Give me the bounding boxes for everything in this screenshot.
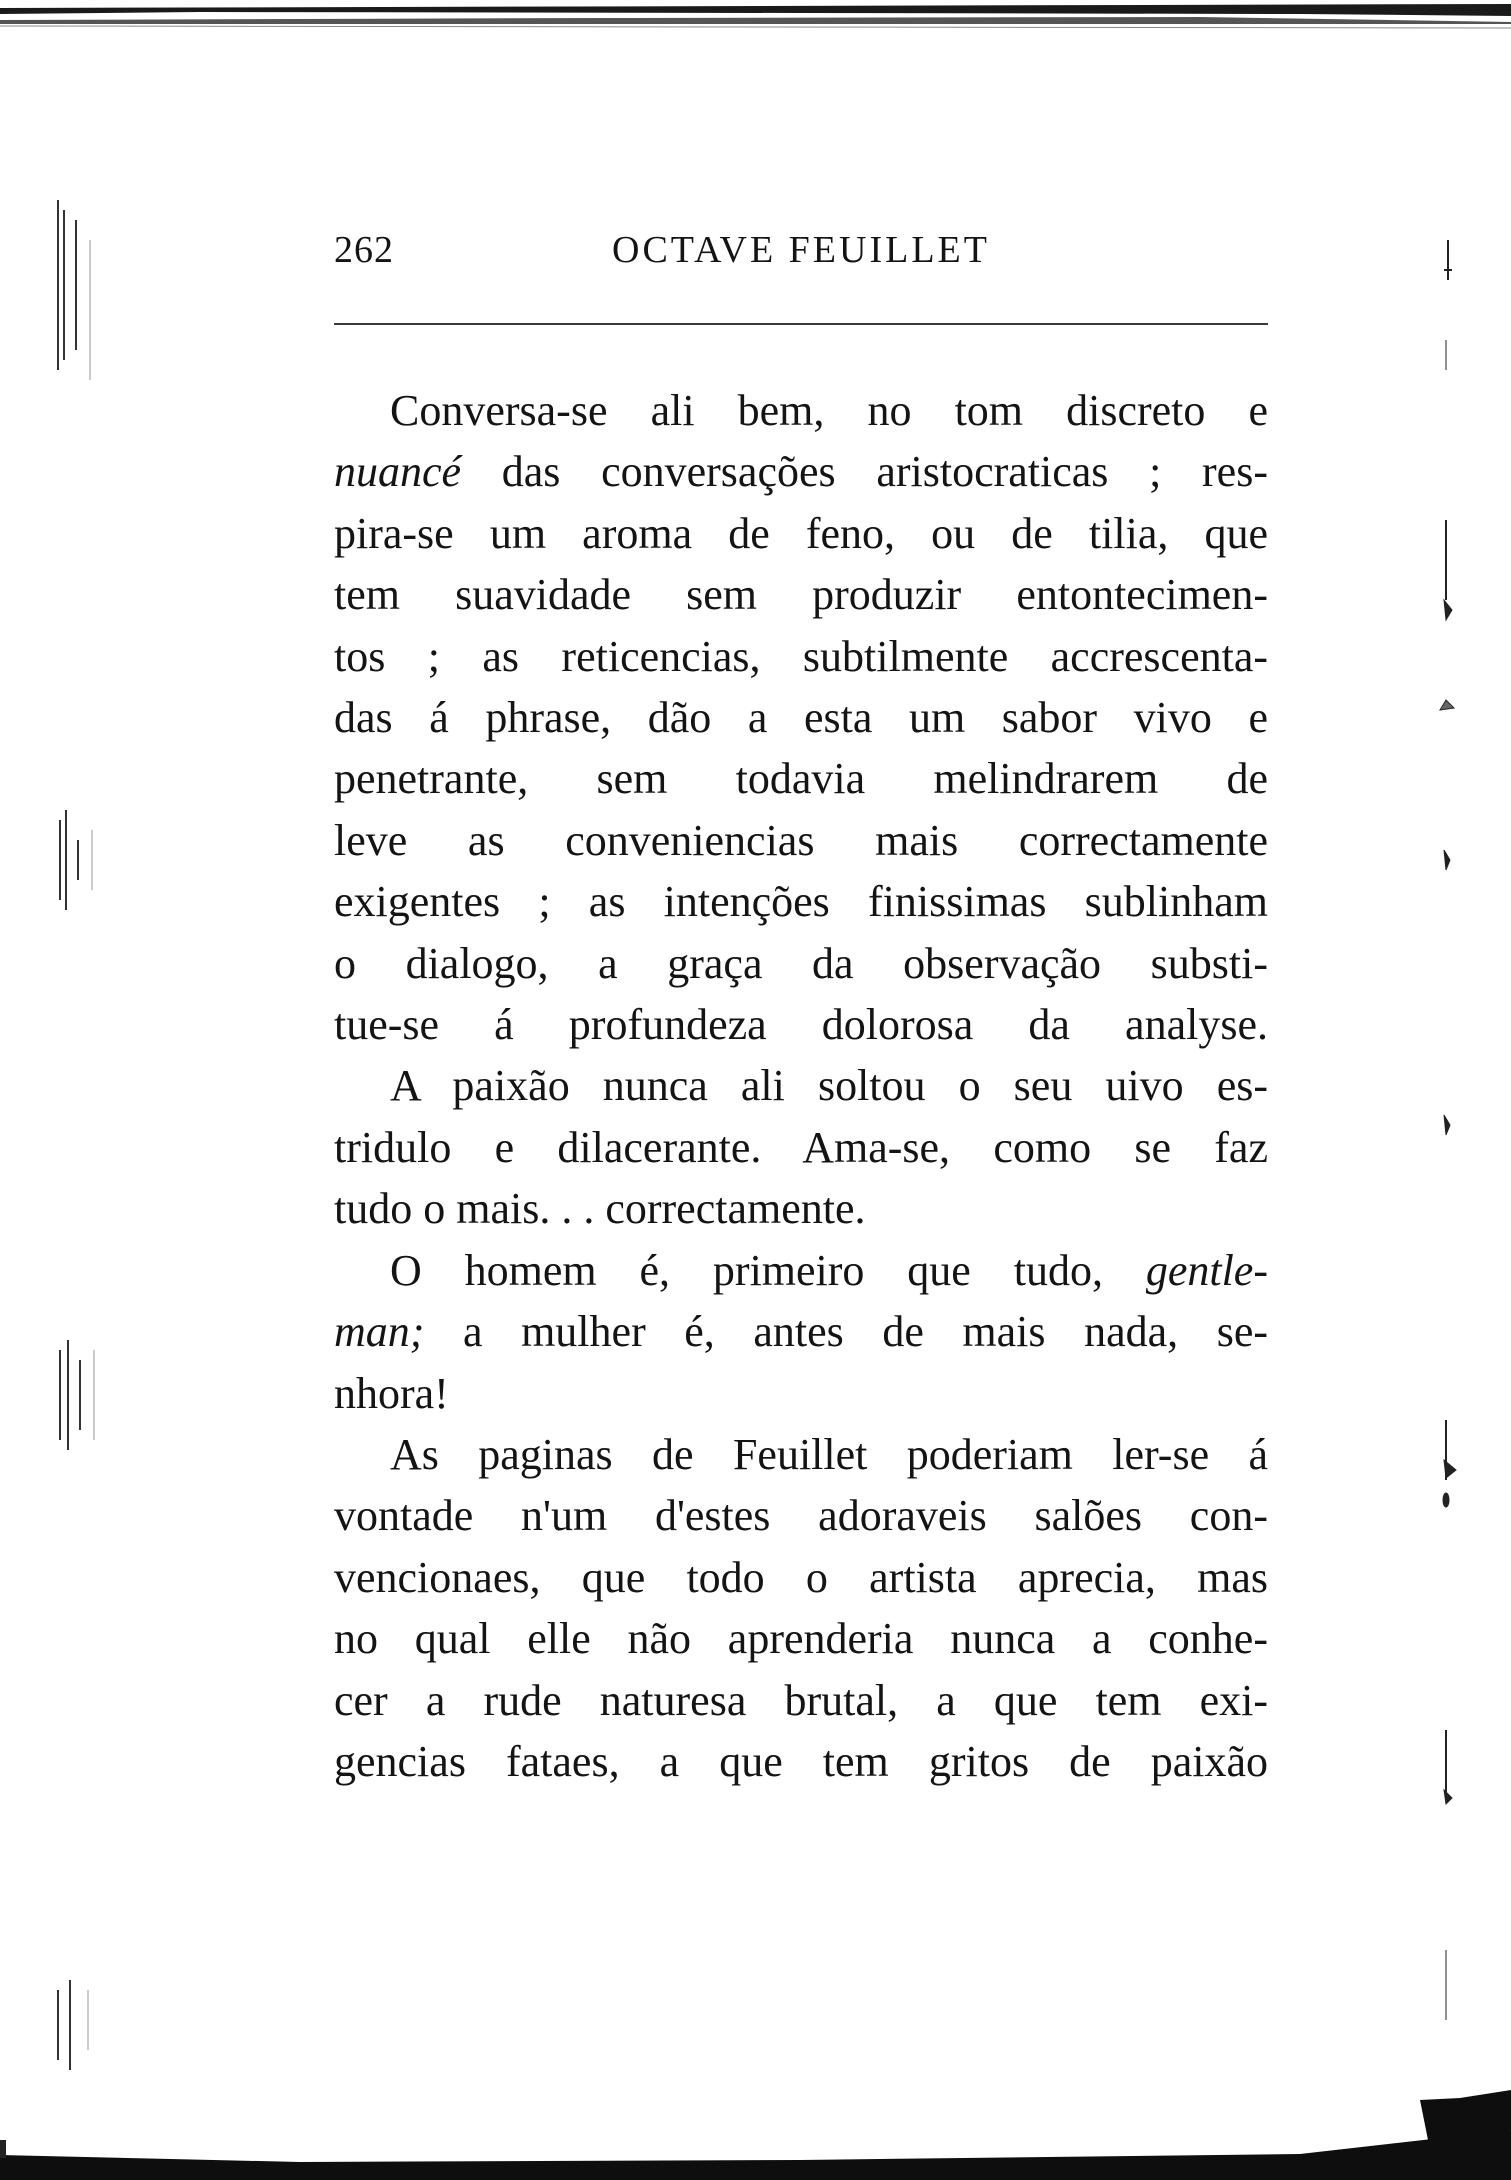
- paragraph-line: o dialogo, a graça da observação substi-: [334, 938, 1268, 988]
- paragraph-line: tem suavidade sem produzir entontecimen-: [334, 570, 1268, 620]
- scan-top-edge: [0, 0, 1511, 30]
- running-header: [334, 228, 1268, 288]
- paragraph-line: As paginas de Feuillet poderiam ler-se á: [390, 1429, 1268, 1479]
- paragraph-line: cer a rude naturesa brutal, a que tem exi-: [334, 1675, 1268, 1725]
- page-number: 262: [334, 229, 394, 271]
- paragraph-line: tudo o mais. . . correctamente.: [334, 1184, 866, 1234]
- line-text: a mulher é, antes de mais nada, se-: [424, 1307, 1268, 1357]
- paragraph-line: penetrante, sem todavia melindrarem de: [334, 754, 1268, 804]
- paragraph-line: no qual elle não aprenderia nunca a conhe-: [334, 1614, 1268, 1664]
- paragraph-line: [334, 1240, 1268, 1301]
- paragraph-line: A paixão nunca ali soltou o seu uivo es-: [390, 1061, 1268, 1111]
- paragraph-line: tos ; as reticencias, subtilmente accrescenta-: [334, 631, 1268, 681]
- paragraph-line: vencionaes, que todo o artista aprecia, mas: [334, 1552, 1268, 1602]
- italic-word: man;: [334, 1307, 425, 1357]
- running-title: OCTAVE FEUILLET: [612, 229, 990, 271]
- paragraph-line: Conversa-se ali bem, no tom discreto e: [390, 386, 1268, 435]
- paragraph-line: gencias fataes, a que tem gritos de paixão: [334, 1736, 1268, 1786]
- right-margin-marks: [1400, 160, 1480, 2060]
- header-rule: [334, 323, 1268, 325]
- line-text: O homem é, primeiro que tudo,: [390, 1245, 1146, 1295]
- paragraph-line: [334, 441, 1268, 502]
- italic-word: nuancé: [334, 447, 462, 497]
- paragraph-line: tue-se á profundeza dolorosa da analyse.: [334, 1000, 1268, 1050]
- paragraph-line: nhora!: [334, 1368, 449, 1418]
- paragraph-line: leve as conveniencias mais correctamente: [334, 815, 1268, 865]
- paragraph-line: [334, 1301, 1268, 1362]
- paragraph-line: exigentes ; as intenções finissimas sublinham: [334, 877, 1268, 927]
- body-text: [334, 380, 1268, 1792]
- italic-word: gentle-: [1145, 1245, 1268, 1295]
- paragraph-line: tridulo e dilacerante. Ama-se, como se faz: [334, 1122, 1268, 1172]
- scan-bottom-edge: [0, 2070, 1511, 2180]
- paragraph-line: vontade n'um d'estes adoraveis salões con-: [334, 1491, 1268, 1541]
- paragraph-line: das á phrase, dão a esta um sabor vivo e: [334, 693, 1268, 743]
- binding-marks: [30, 180, 110, 2080]
- line-text: das conversações aristocraticas ; res-: [461, 447, 1268, 497]
- paragraph-line: pira-se um aroma de feno, ou de tilia, que: [334, 508, 1268, 558]
